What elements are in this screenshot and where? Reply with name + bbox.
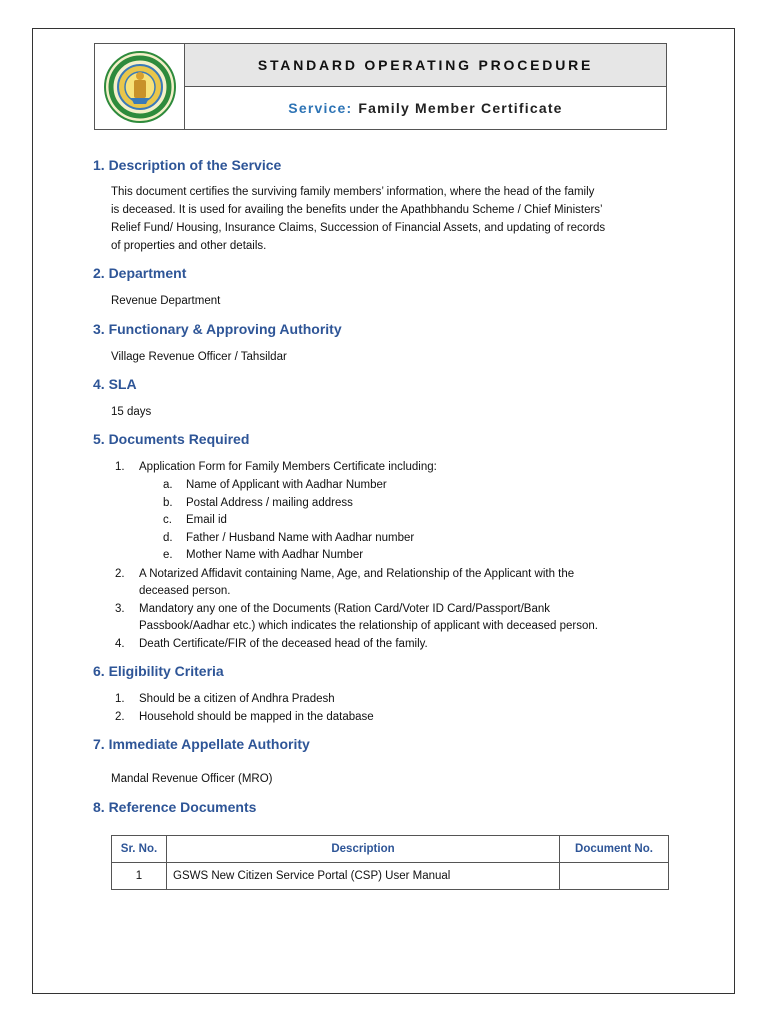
list-item-number: 2. [115,711,125,723]
description-line: of properties and other details. [111,240,267,252]
authority-text: Village Revenue Officer / Tahsildar [111,351,287,363]
list-item-text: Death Certificate/FIR of the deceased head of the family. [139,638,428,650]
list-item-text: Mandatory any one of the Documents (Ration Card/Voter ID Card/Passport/Bank [139,603,551,615]
table-header-sr: Sr. No. [112,836,167,863]
section-heading-department: 2. Department [93,265,187,281]
sub-list-text: Email id [186,514,227,526]
sub-list-letter: e. [163,549,173,561]
table-header-docno: Document No. [560,836,669,863]
appellate-text: Mandal Revenue Officer (MRO) [111,773,273,785]
table-row [112,863,669,890]
section-heading-description: 1. Description of the Service [93,157,282,173]
table-cell-docno [560,863,669,890]
section-heading-authority: 3. Functionary & Approving Authority [93,321,342,337]
list-item-text: Passbook/Aadhar etc.) which indicates the relationship of applicant with deceased person. [139,620,598,632]
logo-cell [95,44,185,129]
description-text [111,183,671,255]
section-heading-eligibility: 6. Eligibility Criteria [93,663,224,679]
list-item-number: 4. [115,638,125,650]
list-item-number: 3. [115,603,125,615]
list-item-text: deceased person. [139,585,231,597]
sub-list-letter: a. [163,479,173,491]
section-heading-documents: 5. Documents Required [93,431,250,447]
description-line: is deceased. It is used for availing the benefits under the Apathbhandu Scheme / Chief Ministers’ [111,204,603,216]
sub-list-letter: c. [163,514,172,526]
sub-list-text: Mother Name with Aadhar Number [186,549,364,561]
description-line: This document certifies the surviving family members’ information, where the head of the family [111,186,595,198]
table-cell-sr: 1 [112,863,167,890]
list-item-text: Should be a citizen of Andhra Pradesh [139,693,335,705]
sub-list-text: Name of Applicant with Aadhar Number [186,479,387,491]
sub-list-text: Postal Address / mailing address [186,497,353,509]
sub-list-letter: d. [163,532,173,544]
sub-list-text: Father / Husband Name with Aadhar number [186,532,415,544]
reference-table [111,835,669,890]
list-item-text: Household should be mapped in the database [139,711,374,723]
list-item-number: 1. [115,461,125,473]
section-heading-reference: 8. Reference Documents [93,799,257,815]
list-item-number: 2. [115,568,125,580]
service-label: Service: [288,100,353,116]
sla-text: 15 days [111,406,152,418]
list-item-text: Application Form for Family Members Certificate including: [139,461,437,473]
header-table [94,43,667,130]
sop-title: STANDARD OPERATING PROCEDURE [185,44,666,87]
section-heading-sla: 4. SLA [93,376,137,392]
list-item-number: 1. [115,693,125,705]
service-name: Family Member Certificate [358,100,563,116]
table-header-description: Description [167,836,560,863]
description-line: Relief Fund/ Housing, Insurance Claims, Succession of Financial Assets, and updating of records [111,222,606,234]
table-header-row [112,836,669,863]
sub-list-letter: b. [163,497,173,509]
title-column [185,44,666,129]
table-cell-description: GSWS New Citizen Service Portal (CSP) User Manual [167,863,560,890]
section-heading-appellate: 7. Immediate Appellate Authority [93,736,310,752]
andhra-pradesh-emblem-icon [103,50,177,124]
department-text: Revenue Department [111,295,221,307]
service-line [185,87,666,129]
list-item-text: A Notarized Affidavit containing Name, Age, and Relationship of the Applicant with the [139,568,575,580]
